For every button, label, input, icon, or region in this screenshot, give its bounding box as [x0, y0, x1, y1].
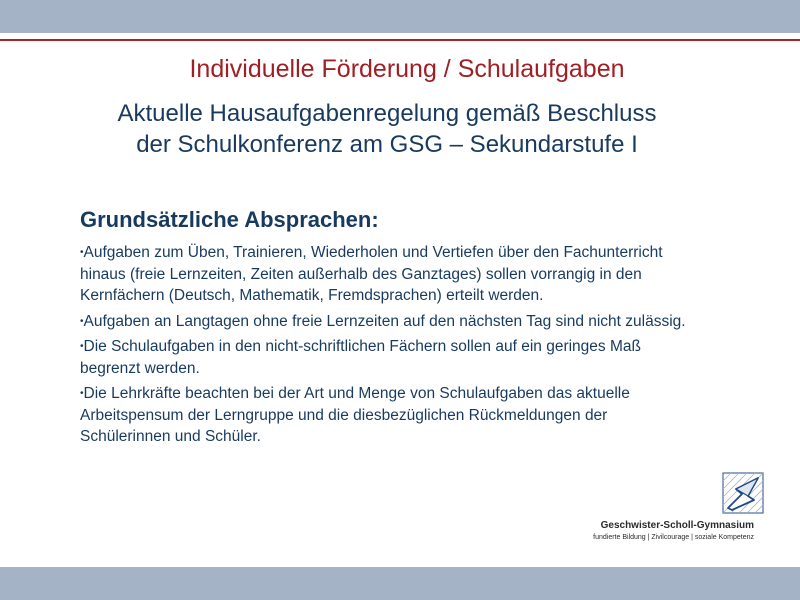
bullet-text: Die Schulaufgaben in den nicht-schriftlichen Fächern sollen auf ein geringes Maß begrenzt werden.: [80, 338, 641, 377]
subtitle-line: der Schulkonferenz am GSG – Sekundarstufe I: [136, 131, 638, 158]
logo-school-name: Geschwister-Scholl-Gymnasium: [600, 520, 754, 531]
bottom-band: [0, 567, 800, 600]
bullet-item: [80, 383, 700, 448]
school-emblem-icon: [722, 472, 764, 514]
bullet-text: Die Lehrkräfte beachten bei der Art und Menge von Schulaufgaben das aktuelle Arbeitspensum der Lerngruppe und die diesbezüglichen Rückmeldungen der Schülerinnen und Schüler.: [80, 385, 630, 445]
bullet-item: [80, 242, 700, 307]
subtitle-line: Aktuelle Hausaufgabenregelung gemäß Beschluss: [117, 100, 657, 127]
slide-subtitle: [0, 98, 774, 160]
bullet-item: [80, 311, 700, 333]
bullet-text: Aufgaben zum Üben, Trainieren, Wiederholen und Vertiefen über den Fachunterricht hinaus (freie Lernzeiten, Zeiten außerhalb des Ganztages) sollen vorrangig in den Kernfächern (Deutsch, Mathematik, Fremdsprachen) erteilt werden.: [80, 244, 663, 304]
bullet-icon: •: [80, 247, 84, 258]
bullet-icon: •: [80, 388, 84, 399]
top-divider: [0, 39, 800, 41]
bullet-text: Aufgaben an Langtagen ohne freie Lernzeiten auf den nächsten Tag sind nicht zulässig.: [83, 312, 686, 330]
bullet-item: [80, 336, 700, 379]
logo-tagline: fundierte Bildung | Zivilcourage | soziale Kompetenz: [593, 534, 754, 541]
school-logo: [590, 470, 770, 550]
bullet-icon: •: [80, 341, 84, 352]
top-band: [0, 0, 800, 33]
bullet-list: [80, 242, 700, 452]
bullet-icon: •: [80, 315, 84, 327]
section-heading: Grundsätzliche Absprachen:: [80, 207, 379, 232]
slide-title: Individuelle Förderung / Schulaufgaben: [189, 55, 625, 83]
